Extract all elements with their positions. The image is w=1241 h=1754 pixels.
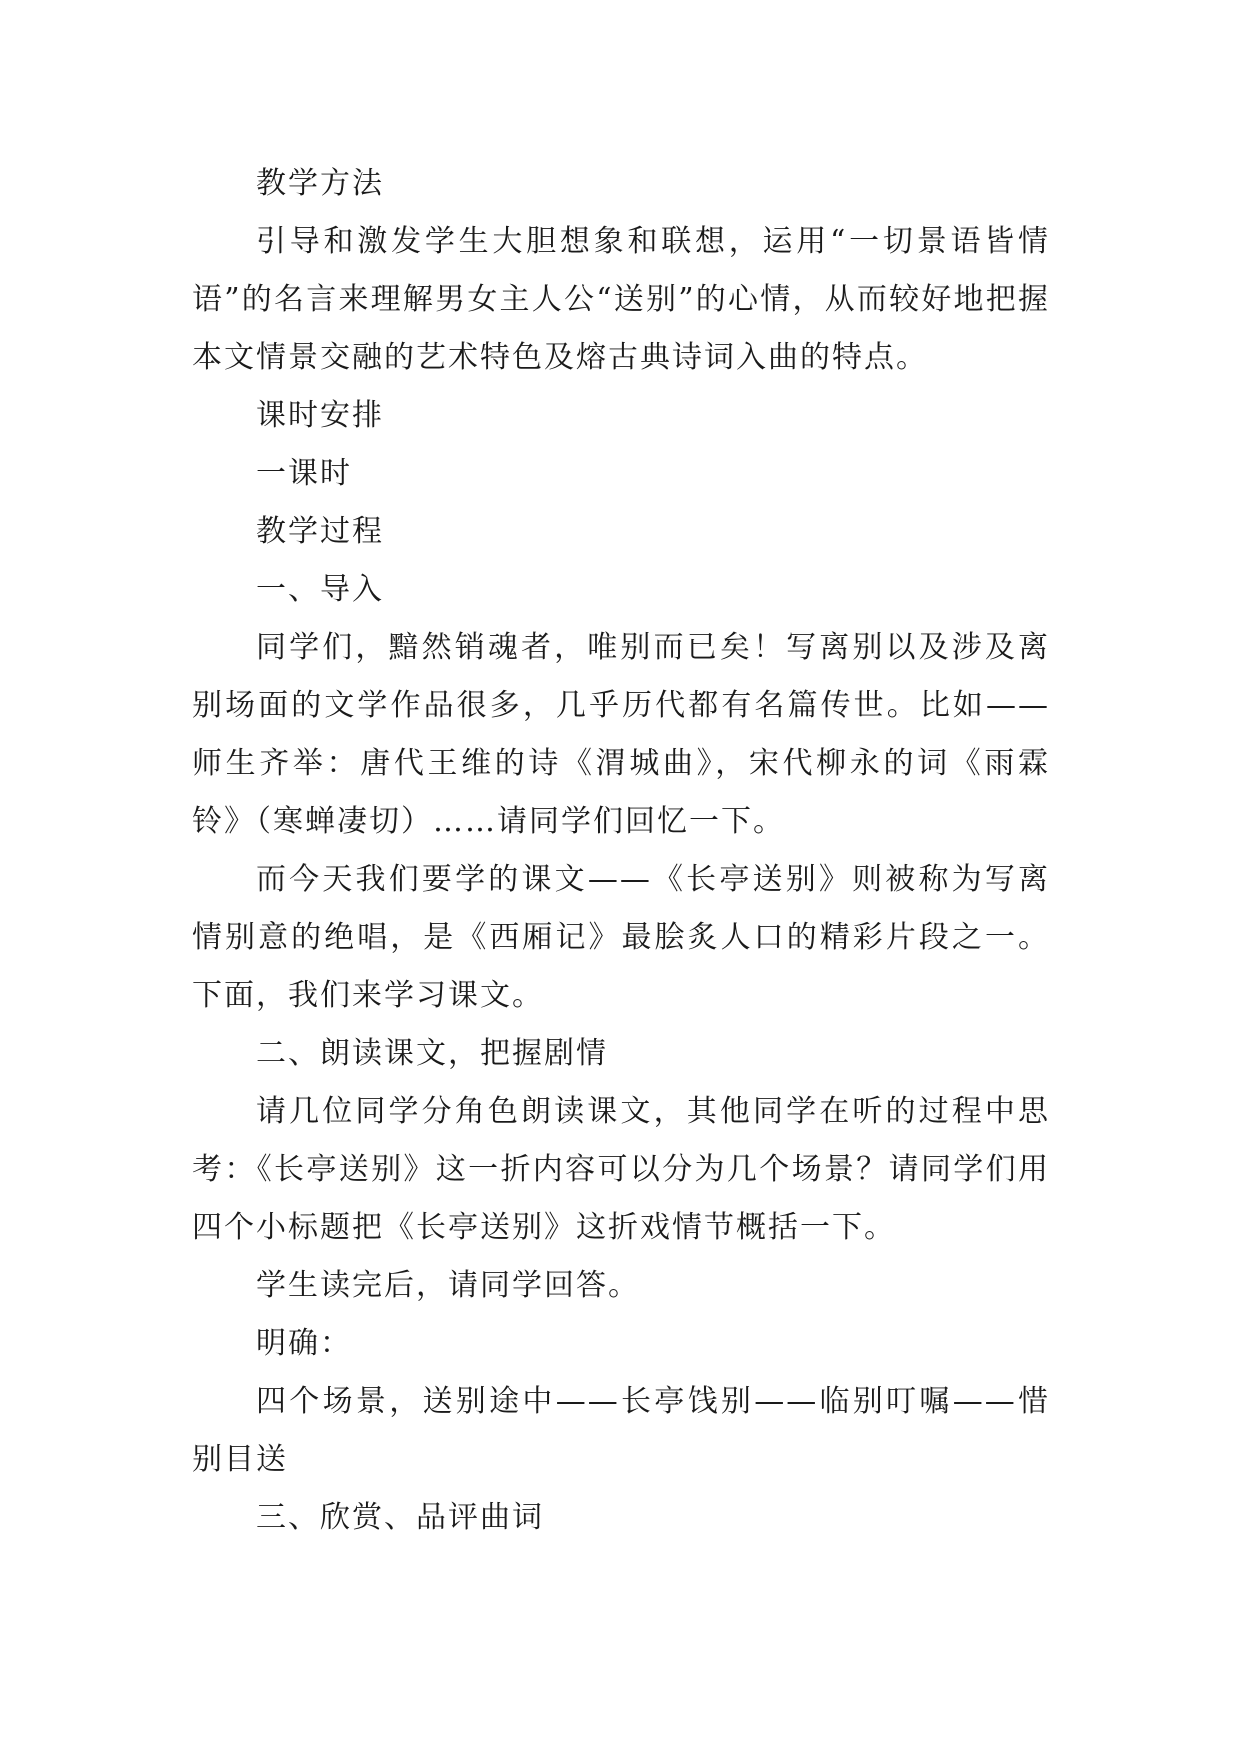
- paragraph-teaching-method: 引导和激发学生大胆想象和联想，运用“一切景语皆情语”的名言来理解男女主人公“送别”的心情，从而较好地把握本文情景交融的艺术特色及熔古典诗词入曲的特点。: [192, 224, 1050, 375]
- paragraph-reading: 请几位同学分角色朗读课文，其他同学在听的过程中思考：《长亭送别》这一折内容可以分为几个场景？请同学们用四个小标题把《长亭送别》这折戏情节概括一下。: [192, 1094, 1050, 1245]
- paragraph-four-scenes: 四个场景，送别途中——长亭饯别——临别叮嘱——惜别目送: [192, 1384, 1050, 1477]
- section-heading-schedule: 课时安排: [256, 398, 384, 433]
- subheading-introduction: 一、导入: [256, 572, 384, 607]
- paragraph-introduction-2: 而今天我们要学的课文——《长亭送别》则被称为写离情别意的绝唱，是《西厢记》最脍炙人口的精彩片段之一。下面，我们来学习课文。: [192, 862, 1050, 1013]
- label-clarify: 明确：: [256, 1326, 352, 1361]
- document-body: [192, 155, 1050, 1547]
- section-heading-process: 教学过程: [256, 514, 384, 549]
- paragraph-schedule: 一课时: [256, 456, 352, 491]
- section-heading-teaching-method: 教学方法: [256, 166, 384, 201]
- paragraph-student-answer: 学生读完后，请同学回答。: [256, 1268, 640, 1303]
- paragraph-introduction: 同学们，黯然销魂者，唯别而已矣！写离别以及涉及离别场面的文学作品很多，几乎历代都有名篇传世。比如——师生齐举：唐代王维的诗《渭城曲》，宋代柳永的词《雨霖铃》（寒蝉凄切）……请同学们回忆一下。: [192, 630, 1050, 839]
- subheading-reading: 二、朗读课文，把握剧情: [256, 1036, 608, 1071]
- subheading-appreciation: 三、欣赏、品评曲词: [256, 1500, 544, 1535]
